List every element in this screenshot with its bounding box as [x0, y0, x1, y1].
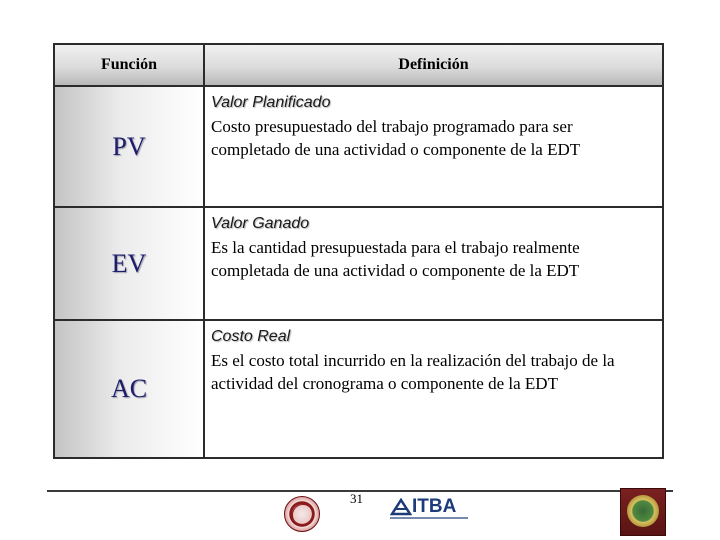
code-cell — [55, 208, 205, 321]
code-label: EV — [111, 248, 147, 278]
term-label: Valor Planificado — [211, 94, 331, 111]
definition-cell — [205, 208, 662, 321]
code-label: AC — [110, 374, 148, 403]
header-definition: Definición — [205, 45, 662, 87]
page-number: 31 — [350, 491, 363, 506]
description-text: Es el costo total incurrido en la realización del trabajo de la actividad del cronograma o componente de la EDT — [211, 351, 615, 393]
definition-cell — [205, 87, 662, 208]
table-row-ev — [55, 208, 662, 321]
code-cell — [55, 321, 205, 457]
crest-emblem — [627, 495, 659, 527]
table-row-ac — [55, 321, 662, 457]
table-header-row — [55, 45, 662, 87]
description-text: Costo presupuestado del trabajo programado para ser completado de una actividad o componente de la EDT — [211, 117, 581, 159]
seal-inner-ring — [292, 504, 314, 526]
itba-mark-icon — [390, 498, 412, 516]
university-seal-logo — [284, 496, 320, 532]
table-row-pv — [55, 87, 662, 208]
itba-logo — [390, 496, 470, 520]
definitions-table — [53, 43, 664, 459]
description-text: Es la cantidad presupuestada para el trabajo realmente completada de una actividad o componente de la EDT — [211, 238, 580, 280]
definition-cell — [205, 321, 662, 457]
term-label: Costo Real — [211, 328, 291, 345]
institution-crest-logo — [620, 488, 666, 536]
header-function: Función — [55, 45, 205, 87]
code-label: PV — [112, 131, 146, 161]
itba-subline — [390, 517, 468, 519]
code-cell — [55, 87, 205, 208]
itba-logo-text: ITBA — [412, 496, 457, 517]
term-label: Valor Ganado — [211, 215, 310, 232]
